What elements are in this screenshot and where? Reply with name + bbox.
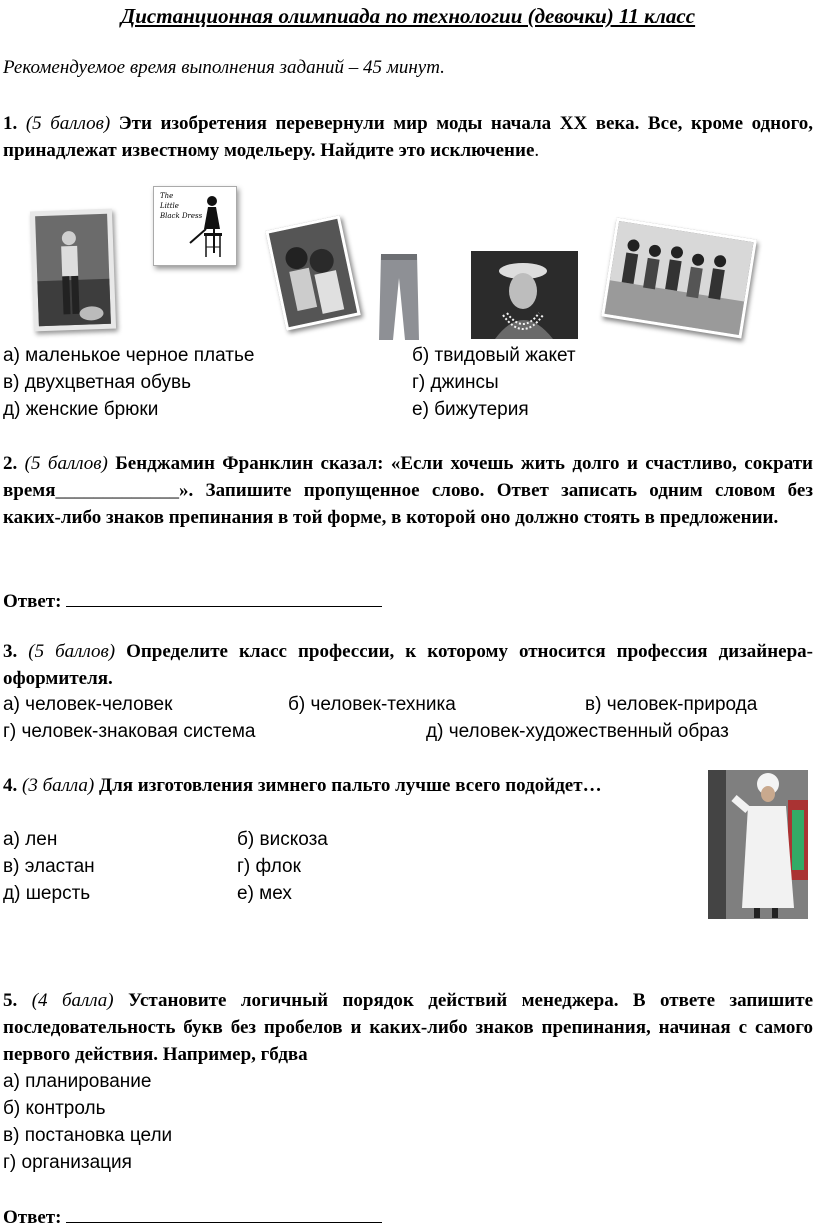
question-2-points: (5 баллов): [24, 453, 108, 474]
q3-option-d: д) человек-художественный образ: [426, 721, 729, 742]
q3-option-b: б) человек-техника: [288, 694, 456, 715]
q5-answer-label: Ответ:: [3, 1207, 62, 1228]
question-2-text-part-1: Бенджамин Франклин сказал: «Если хочешь жить долго и счастливо, сократи время: [3, 453, 813, 501]
dress-caption-line-2: Little: [160, 202, 179, 210]
q4-option-a: а) лен: [3, 829, 58, 850]
photo-models-sitting: [601, 218, 757, 339]
question-5-number: 5.: [3, 990, 18, 1011]
q4-option-v: в) эластан: [3, 856, 95, 877]
question-4-text: Для изготовления зимнего пальто лучше всего подойдет…: [99, 775, 602, 796]
question-5-points: (4 балла): [31, 990, 114, 1011]
q5-option-b: б) контроль: [3, 1098, 106, 1119]
dress-silhouette-icon: [154, 187, 236, 265]
question-1-number: 1.: [3, 113, 18, 134]
q1-option-a: а) маленькое черное платье: [3, 345, 255, 366]
q5-option-v: в) постановка цели: [3, 1125, 173, 1146]
question-4-points: (3 балла): [22, 775, 95, 796]
question-2: [3, 450, 813, 531]
q3-option-v: в) человек-природа: [585, 694, 758, 715]
photo-woman-with-pearls: [471, 251, 578, 339]
dress-caption-line-1: The: [160, 192, 174, 200]
question-4: [3, 772, 633, 799]
recommended-time: Рекомендуемое время выполнения заданий – 45 минут.: [3, 57, 445, 78]
q1-option-g: г) джинсы: [412, 372, 499, 393]
q4-option-b: б) вискоза: [237, 829, 328, 850]
q5-answer-line: [3, 1204, 382, 1229]
q1-option-d: д) женские брюки: [3, 399, 159, 420]
question-2-text-part-2: ». Запишите пропущенное слово. Ответ записать одним словом без каких-либо знаков препинания в той форме, в которой оно должно стоять в предложении.: [3, 480, 813, 528]
question-3-points: (5 баллов): [28, 641, 116, 662]
little-black-dress-poster: [153, 186, 237, 266]
q1-option-v: в) двухцветная обувь: [3, 372, 192, 393]
question-2-blank: _____________: [55, 480, 179, 501]
question-1-points: (5 баллов): [25, 113, 111, 134]
question-4-number: 4.: [3, 775, 18, 796]
question-1: [3, 110, 813, 164]
photo-jeans: [373, 254, 425, 342]
q4-option-d: д) шерсть: [3, 883, 91, 904]
q3-option-a: а) человек-человек: [3, 694, 173, 715]
q4-option-g: г) флок: [237, 856, 301, 877]
question-3: [3, 638, 813, 692]
q5-option-a: а) планирование: [3, 1071, 152, 1092]
photo-woman-in-trousers: [30, 209, 116, 332]
q2-answer-label: Ответ:: [3, 591, 62, 612]
q2-answer-field[interactable]: [66, 588, 382, 607]
photo-women-with-hats: [265, 215, 361, 331]
dress-caption-line-3: Black Dress: [160, 212, 203, 220]
q5-option-g: г) организация: [3, 1152, 132, 1173]
q1-option-e: е) бижутерия: [412, 399, 529, 420]
question-1-text: Эти изобретения перевернули мир моды начала XX века. Все, кроме одного, принадлежат известному модельеру. Найдите это исключение: [3, 113, 814, 161]
q2-answer-line: [3, 588, 382, 613]
photo-woman-in-white-coat: [708, 770, 808, 919]
question-1-period: .: [534, 140, 540, 161]
q5-answer-field[interactable]: [66, 1204, 382, 1223]
question-5-text: Установите логичный порядок действий менеджера. В ответе запишите последовательность букв без пробелов и каких-либо знаков препинания, начиная с самого первого действия. Например, гбдва: [3, 990, 814, 1065]
document-title: Дистанционная олимпиада по технологии (девочки) 11 класс: [120, 4, 696, 28]
question-2-number: 2.: [3, 453, 18, 474]
question-3-text: Определите класс профессии, к которому относится профессия дизайнера-оформителя.: [3, 641, 813, 689]
question-5: [3, 987, 813, 1068]
q4-option-e: е) мех: [237, 883, 292, 904]
q3-option-g: г) человек-знаковая система: [3, 721, 256, 742]
q1-option-b: б) твидовый жакет: [412, 345, 576, 366]
question-3-number: 3.: [3, 641, 18, 662]
